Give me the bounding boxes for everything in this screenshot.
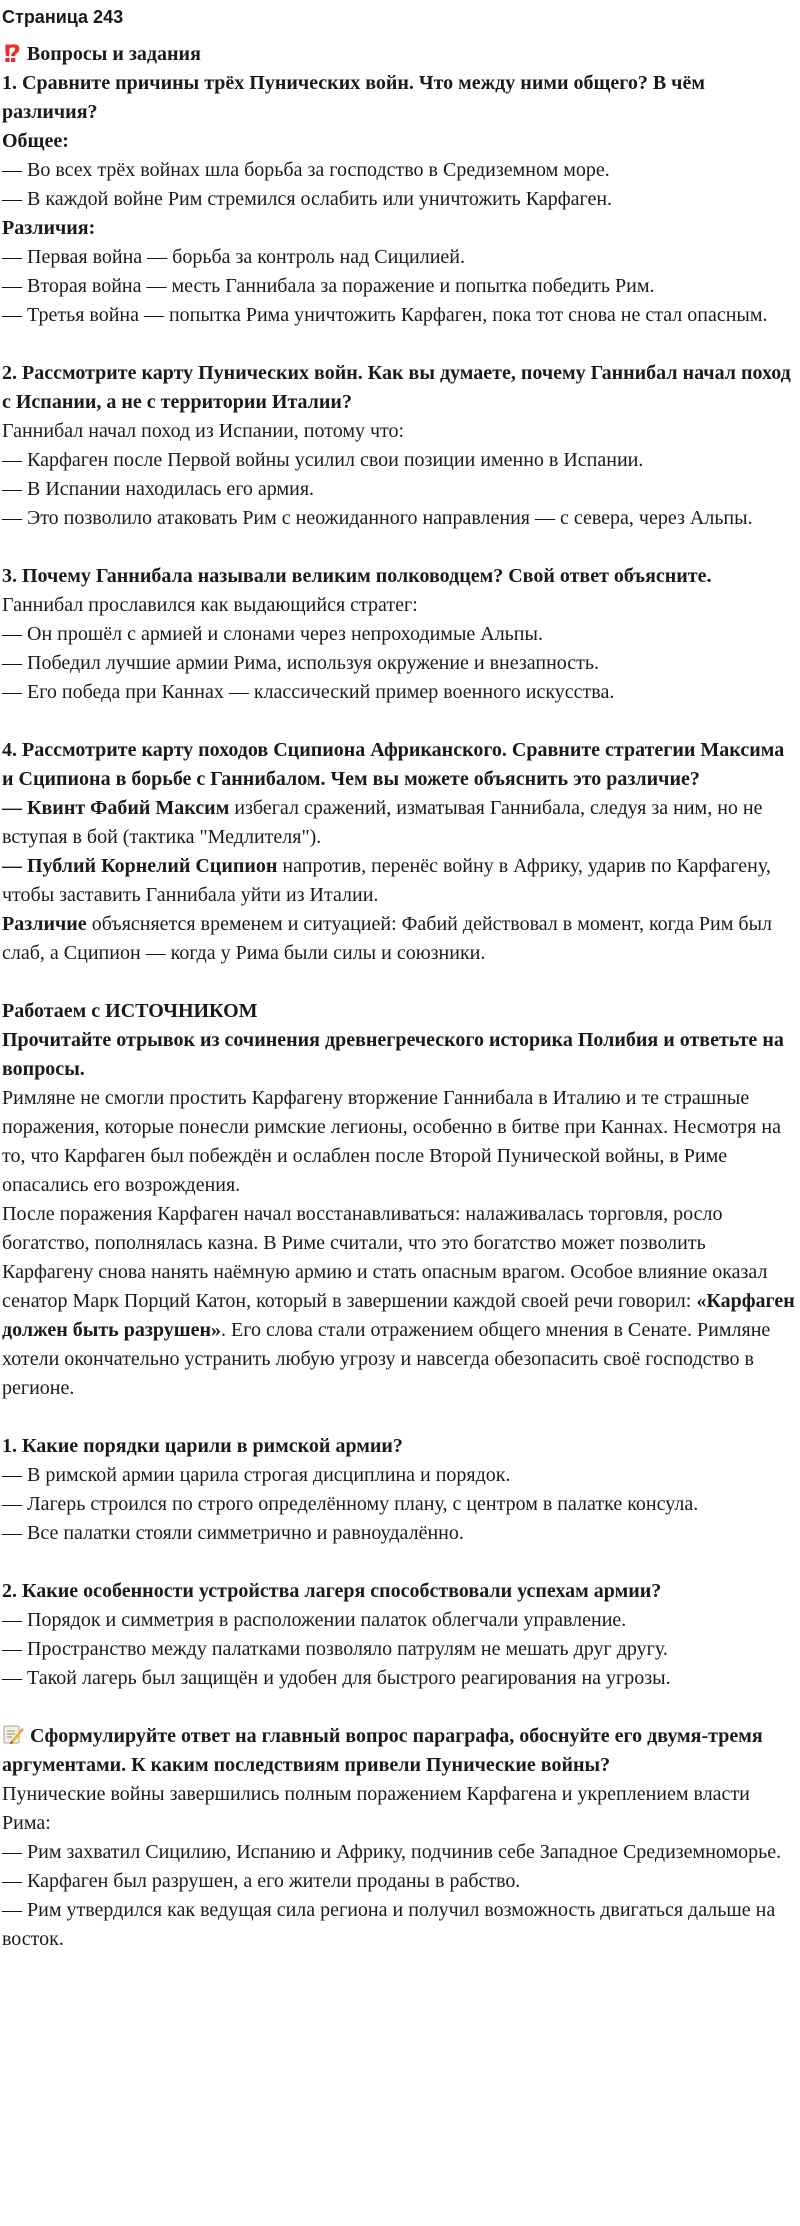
q2-point: — В Испании находилась его армия. <box>2 478 315 500</box>
q1-common-item: — Во всех трёх войнах шла борьба за господство в Средиземном море. <box>2 159 610 181</box>
source-question-2-title: 2. Какие особенности устройства лагеря способствовали успехам армии? <box>2 1580 662 1602</box>
section-title-row <box>2 40 796 69</box>
q2-point: — Карфаген после Первой войны усилил свои позиции именно в Испании. <box>2 449 644 471</box>
source-p2-before: После поражения Карфаген начал восстанавливаться: налаживалась торговля, росло богатство, пополнялась казна. В Риме считали, что это богатство может позволить Карфагену снова нанять наёмную армию и стать опасным врагом. Особое влияние оказал сенатор Марк Порций Катон, который в завершении каждой своей речи говорил: <box>2 1203 768 1312</box>
q4-fabius-dash: — <box>2 797 27 819</box>
q4-difference <box>2 910 796 968</box>
source-task: Прочитайте отрывок из сочинения древнегреческого историка Полибия и ответьте на вопросы. <box>2 1029 784 1080</box>
final-intro: Пунические войны завершились полным поражением Карфагена и укреплением власти Рима: <box>2 1783 750 1834</box>
section-title: Вопросы и задания <box>26 43 201 65</box>
question-4-title: 4. Рассмотрите карту походов Сципиона Африканского. Сравните стратегии Максима и Сципиона в борьбе с Ганнибалом. Чем вы можете объяснить это различие? <box>2 739 785 790</box>
q4-scipio-dash: — <box>2 855 27 877</box>
q3-point: — Он прошёл с армией и слонами через непроходимые Альпы. <box>2 623 543 645</box>
source-p2-after: . Его слова стали отражением общего мнения в Сенате. Римляне хотели окончательно устранить любую угрозу и навсегда обезопасить своё господство в регионе. <box>2 1319 771 1399</box>
q4-fabius-text: избегал сражений, изматывая Ганнибала, следуя за ним, но не вступая в бой (тактика "Медлителя"). <box>2 797 763 848</box>
final-point: — Карфаген был разрушен, а его жители проданы в рабство. <box>2 1870 521 1892</box>
q3-point: — Его победа при Каннах — классический пример военного искусства. <box>2 681 615 703</box>
q1-diff-item: — Третья война — попытка Рима уничтожить Карфаген, пока тот снова не стал опасным. <box>2 304 768 326</box>
final-title-row <box>2 1722 796 1780</box>
q1-common-item: — В каждой войне Рим стремился ослабить или уничтожить Карфаген. <box>2 188 613 210</box>
q4-scipio <box>2 852 796 910</box>
sq1-point: — В римской армии царила строгая дисциплина и порядок. <box>2 1464 511 1486</box>
q4-diff-text: объясняется временем и ситуацией: Фабий действовал в момент, когда Рим был слаб, а Сципион — когда у Рима были силы и союзники. <box>2 913 773 964</box>
q3-point: — Победил лучшие армии Рима, используя окружение и внезапность. <box>2 652 600 674</box>
sq2-point: — Порядок и симметрия в расположении палаток облегчали управление. <box>2 1609 627 1631</box>
q1-diff-item: — Вторая война — месть Ганнибала за поражение и попытка победить Рим. <box>2 275 655 297</box>
question-3-title: 3. Почему Ганнибала называли великим полководцем? Свой ответ объясните. <box>2 565 712 587</box>
q2-point: — Это позволило атаковать Рим с неожиданного направления — с севера, через Альпы. <box>2 507 753 529</box>
q2-intro: Ганнибал начал поход из Испании, потому что: <box>2 420 405 442</box>
question-1-title: 1. Сравните причины трёх Пунических войн. Что между ними общего? В чём различия? <box>2 72 705 123</box>
page-header: Страница 243 <box>2 7 124 27</box>
q4-fabius-name: Квинт Фабий Максим <box>27 797 230 819</box>
sq1-point: — Лагерь строился по строго определённому плану, с центром в палатке консула. <box>2 1493 699 1515</box>
sq2-point: — Пространство между палатками позволяло патрулям не мешать друг другу. <box>2 1638 668 1660</box>
q3-intro: Ганнибал прославился как выдающийся стратег: <box>2 594 418 616</box>
q1-common-label: Общее: <box>2 130 69 152</box>
q4-scipio-name: Публий Корнелий Сципион <box>27 855 278 877</box>
sq1-point: — Все палатки стояли симметрично и равноудалённо. <box>2 1522 464 1544</box>
source-p2-quote: «Карфаген должен быть разрушен» <box>2 1290 795 1341</box>
q4-diff-word: Различие <box>2 913 87 935</box>
final-point: — Рим утвердился как ведущая сила региона и получил возможность двигаться дальше на восток. <box>2 1899 776 1950</box>
final-point: — Рим захватил Сицилию, Испанию и Африку, подчинив себе Западное Средиземноморье. <box>2 1841 782 1863</box>
source-paragraph-2 <box>2 1200 796 1403</box>
q1-diff-label: Различия: <box>2 217 96 239</box>
double-exclamation-icon: !? <box>2 40 15 68</box>
sq2-point: — Такой лагерь был защищён и удобен для быстрого реагирования на угрозы. <box>2 1667 671 1689</box>
source-title: Работаем с ИСТОЧНИКОМ <box>2 1000 258 1022</box>
q4-fabius <box>2 794 796 852</box>
memo-pencil-icon <box>2 1723 24 1745</box>
source-paragraph-1: Римляне не смогли простить Карфагену вторжение Ганнибала в Италию и те страшные поражения, которые понесли римские легионы, особенно в битве при Каннах. Несмотря на то, что Карфаген был побеждён и ослаблен после Второй Пунической войны, в Риме опасались его возрождения. <box>2 1087 781 1196</box>
q4-scipio-text: напротив, перенёс войну в Африку, ударив по Карфагену, чтобы заставить Ганнибала уйти из Италии. <box>2 855 771 906</box>
source-question-1-title: 1. Какие порядки царили в римской армии? <box>2 1435 403 1457</box>
question-2-title: 2. Рассмотрите карту Пунических войн. Как вы думаете, почему Ганнибал начал поход с Испании, а не с территории Италии? <box>2 362 791 413</box>
q1-diff-item: — Первая война — борьба за контроль над Сицилией. <box>2 246 465 268</box>
final-title: Сформулируйте ответ на главный вопрос параграфа, обоснуйте его двумя-тремя аргументами. К каким последствиям привели Пунические войны? <box>2 1725 763 1776</box>
